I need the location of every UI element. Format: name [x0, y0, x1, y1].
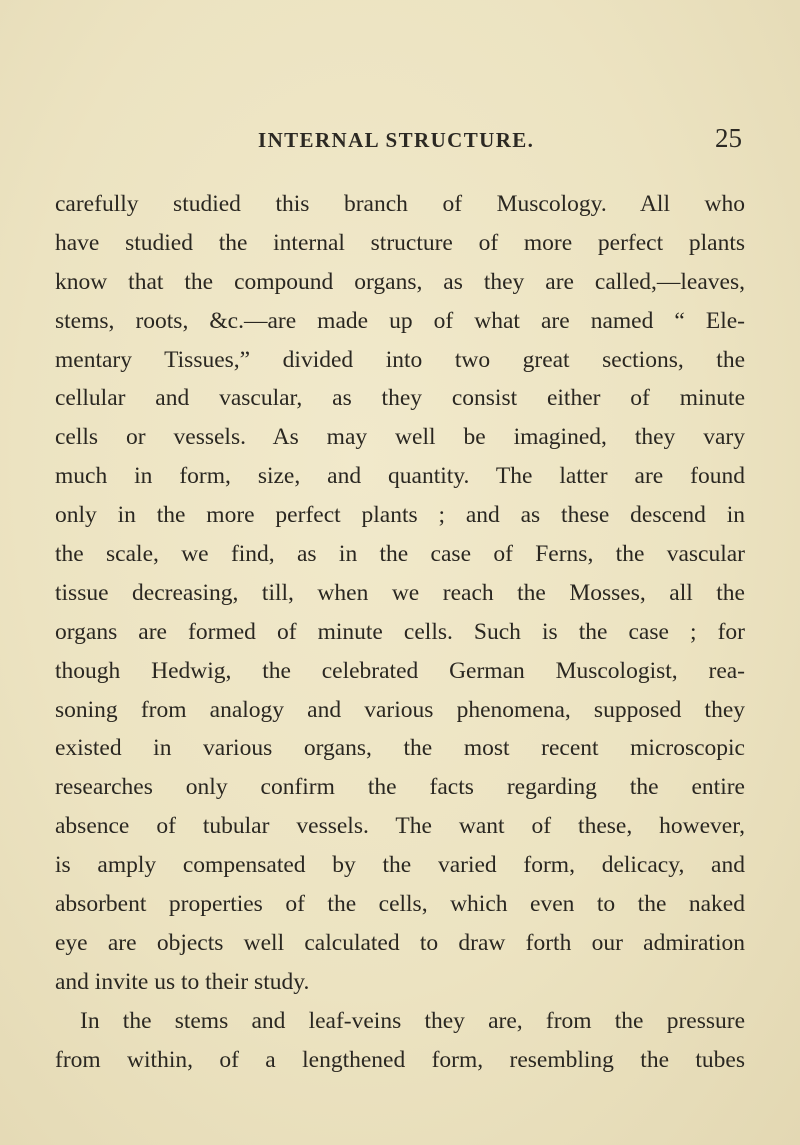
- text-line: is amply compensated by the varied form, delicacy, and: [55, 852, 745, 879]
- text-line: cells or vessels. As may well be imagined, they vary: [55, 424, 745, 451]
- text-line: mentary Tissues,” divided into two great sections, the: [55, 346, 745, 373]
- text-line: absence of tubular vessels. The want of these, however,: [55, 813, 745, 840]
- text-line: existed in various organs, the most recent microscopic: [55, 735, 745, 762]
- running-title: INTERNAL STRUCTURE.: [258, 128, 535, 152]
- text-line: soning from analogy and various phenomena, supposed they: [55, 696, 745, 723]
- text-line: researches only confirm the facts regarding the entire: [55, 774, 745, 801]
- text-line: the scale, we find, as in the case of Ferns, the vascular: [55, 541, 745, 568]
- text-line: much in form, size, and quantity. The latter are found: [55, 463, 745, 490]
- body-text: [55, 185, 745, 1079]
- text-line: organs are formed of minute cells. Such is the case ; for: [55, 618, 745, 645]
- text-line: know that the compound organs, as they are called,—leaves,: [55, 268, 745, 295]
- text-line: carefully studied this branch of Muscology. All who: [55, 191, 745, 217]
- text-line: stems, roots, &c.—are made up of what are named “ Ele-: [55, 307, 745, 334]
- text-line: from within, of a lengthened form, resembling the tubes: [55, 1046, 745, 1073]
- text-line: In the stems and leaf-veins they are, from the pressure: [80, 1007, 745, 1034]
- text-line: cellular and vascular, as they consist either of minute: [55, 385, 745, 412]
- text-line: eye are objects well calculated to draw forth our admiration: [55, 929, 745, 956]
- text-line: only in the more perfect plants ; and as these descend in: [55, 502, 745, 529]
- page-number: 25: [715, 123, 742, 153]
- text-line: and invite us to their study.: [55, 968, 310, 995]
- text-line: absorbent properties of the cells, which even to the naked: [55, 891, 745, 918]
- text-line: tissue decreasing, till, when we reach the Mosses, all the: [55, 579, 745, 606]
- text-line: have studied the internal structure of more perfect plants: [55, 229, 745, 256]
- text-line: though Hedwig, the celebrated German Muscologist, rea-: [55, 657, 745, 684]
- running-head: [0, 123, 800, 158]
